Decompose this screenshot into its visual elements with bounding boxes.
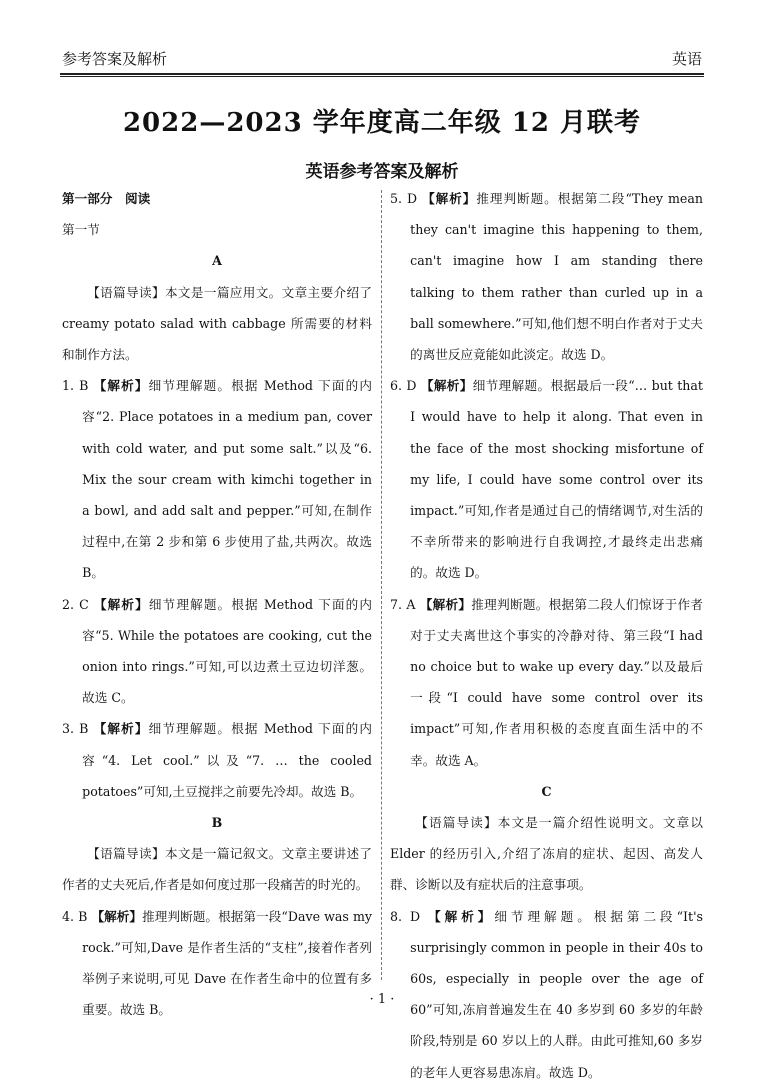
answer-text: 细节理解题。根据 Method 下面的内容“2. Place potatoes in a medium pan, cover with cold water, and put some salt.”以及“6. Mix the sour cream with kimchi together in a bowl, and add salt and pepper.”可知,在制作过程中,在第 2 步和第 6 步使用了盐,共两次。故选 B。 — [82, 378, 372, 581]
answer-text: 推理判断题。根据第二段“They mean they can't imagine this happening to them, can't imagine how I am standing there talking to them rather than curled up in a ball somewhere.”可知,他们想不明白作者对于丈夫的离世反应竟能如此淡定。故选 D。 — [410, 191, 703, 363]
answer-3 — [62, 713, 372, 807]
header-rule-thin — [60, 76, 704, 77]
answer-text: 细节理解题。根据 Method 下面的内容“4. Let cool.”以及“7. … the cooled potatoes”可知,土豆搅拌之前要先冷却。故选 B。 — [82, 721, 372, 799]
analysis-tag: 【解析】 — [91, 908, 143, 924]
page-subtitle: 英语参考答案及解析 — [305, 162, 459, 182]
passage-a-guide: 【语篇导读】本文是一篇应用文。文章主要介绍了 creamy potato salad with cabbage 所需要的材料和制作方法。 — [62, 284, 372, 363]
passage-a-letter: A — [212, 253, 222, 269]
left-column — [62, 183, 372, 1025]
section-heading: 第一节 — [62, 222, 100, 238]
passage-b-letter: B — [211, 815, 223, 831]
answer-text: 细节理解题。根据 Method 下面的内容“5. While the potatoes are cooking, cut the onion into rings.”可知,可以边煮土豆边切洋葱。故选 C。 — [82, 596, 373, 706]
passage-b-guide: 【语篇导读】本文是一篇记叙文。文章主要讲述了作者的丈夫死后,作者是如何度过那一段痛苦的时光的。 — [62, 846, 372, 893]
header-left-label: 参考答案及解析 — [62, 50, 168, 68]
analysis-tag: 【解析】 — [419, 596, 472, 612]
page-number: · 1 · — [369, 992, 395, 1007]
answer-num: 4. B — [62, 908, 88, 924]
answer-5 — [390, 183, 703, 370]
answer-text: 细节理解题。根据第二段“It's surprisingly common in people in their 40s to 60s, especially in people over the age of 60”可知,冻肩普遍发生在 40 多岁到 60 多岁的年龄阶段,特别是 60 岁以上的人群。由此可推知,60 多岁的老年人更容易患冻肩。故选 D。 — [410, 908, 703, 1080]
answer-num: 5. D — [390, 191, 418, 206]
analysis-tag: 【解析】 — [93, 378, 149, 394]
answer-num: 2. C — [62, 596, 89, 612]
answer-text: 推理判断题。根据第一段“Dave was my rock.”可知,Dave 是作者生活的“支柱”,接着作者列举例子来说明,可见 Dave 在作者生命中的位置有多重要。故选 B。 — [82, 908, 372, 1018]
analysis-tag: 【解析】 — [420, 378, 473, 394]
answer-2 — [62, 589, 372, 714]
answer-text: 细节理解题。根据最后一段“… but that I would have to help it along. That even in the face of the most shocking misfortune of my life, I could have some control over its impact.”可知,作者是通过自己的情绪调节,对生活的不幸所带来的影响进行自我调控,才最终走出悲痛的。故选 D。 — [410, 378, 703, 581]
answer-6 — [390, 370, 703, 588]
analysis-tag: 【解析】 — [428, 908, 495, 924]
column-divider — [381, 190, 382, 980]
passage-c-guide: 【语篇导读】本文是一篇介绍性说明文。文章以 Elder 的经历引入,介绍了冻肩的症状、起因、高发人群、诊断以及有症状后的注意事项。 — [390, 815, 703, 893]
analysis-tag: 【解析】 — [93, 721, 149, 737]
header-rule — [60, 73, 704, 75]
header-subject-label: 英语 — [671, 50, 702, 68]
answer-7 — [390, 589, 703, 776]
answer-num: 6. D — [390, 378, 417, 394]
part-heading: 第一部分 阅读 — [62, 191, 151, 206]
analysis-tag: 【解析】 — [93, 596, 149, 612]
answer-num: 1. B — [62, 378, 89, 394]
page-header — [62, 48, 702, 72]
answer-text: 推理判断题。根据第二段人们惊讶于作者对于丈夫离世这个事实的冷静对待、第三段“I had no choice but to wake up every day.”以及最后一段“I could have some control over its impact”可知,作者用积极的态度直面生活中的不幸。故选 A。 — [410, 596, 704, 768]
answer-1 — [62, 370, 372, 588]
page-title: 2022—2023 学年度高二年级 12 月联考 — [122, 108, 642, 138]
answer-num: 7. A — [390, 596, 416, 612]
right-column — [390, 183, 703, 1088]
answer-num: 8. D — [390, 908, 421, 924]
analysis-tag: 【解析】 — [422, 191, 477, 206]
passage-c-letter: C — [541, 783, 552, 799]
answer-num: 3. B — [62, 721, 89, 737]
